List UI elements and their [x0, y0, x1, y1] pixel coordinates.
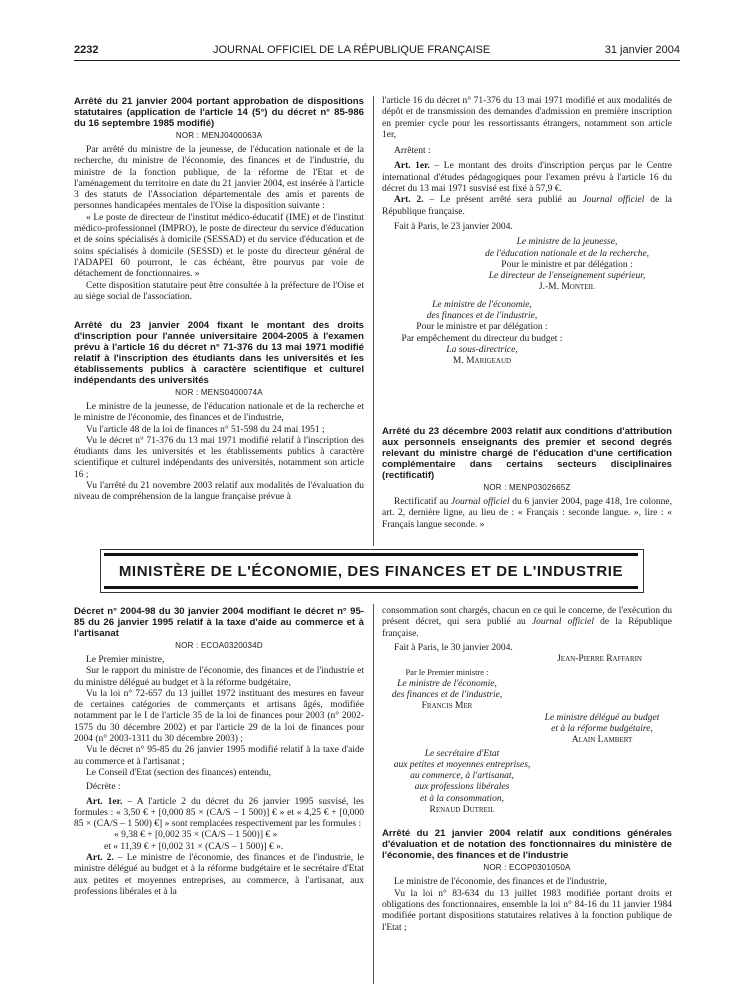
signature-line: La sous-directrice,	[446, 344, 518, 355]
journal-ref: Journal officiel	[582, 195, 645, 206]
formula-2: et « 11,39 € + [0,002 31 × (CA/S – 1 500)] € ».	[104, 841, 284, 852]
signatory-name: Renaud Dutreil	[429, 805, 495, 816]
journal-title: JOURNAL OFFICIEL DE LA RÉPUBLIQUE FRANÇAISE	[212, 44, 491, 56]
signature-line: Par empêchement du directeur du budget :	[401, 333, 563, 344]
signature-block-budget	[532, 713, 672, 747]
arrete-2-nor: NOR : MENS0400074A	[175, 388, 263, 397]
column-divider-bottom	[373, 604, 374, 984]
right-column-top	[382, 96, 672, 368]
paragraph: Le ministre de l'économie, des finances et de l'industrie,	[394, 877, 607, 888]
decrete-label: Décrète :	[86, 782, 121, 793]
arrete-1-title: Arrêté du 21 janvier 2004 portant approbation de dispositions statutaires (application de l'article 14 (5°) du décret n° 85-986 du 16 septembre 1985 modifié)	[74, 96, 364, 129]
article-label: Art. 2.	[394, 195, 424, 206]
paragraph: Par arrêté du ministre de la jeunesse, de l'éducation nationale et de la recherche, du ministre de l'économie, des finances et de l'industrie, du ministre de la fonction publique, de la réforme de l'Etat et de l'aménagement du territoire en date du 21 janvier 2004, est insérée à l'article 3 des statuts de l'Association départementale des amis et parents de personnes handicapées mentales de l'Oise la disposition suivante :	[74, 145, 364, 212]
formula-1: « 9,38 € + [0,002 35 × (CA/S – 1 500)] € »	[114, 830, 278, 841]
article-2	[382, 195, 672, 218]
signature-line: Le ministre de la jeunesse,	[516, 237, 618, 248]
paragraph: Vu l'article 48 de la loi de finances n° 51-598 du 24 mai 1951 ;	[86, 424, 325, 435]
paragraph: Cette disposition statutaire peut être consultée à la préfecture de l'Oise et au siège social de l'association.	[74, 280, 364, 302]
decret-title: Décret n° 2004-98 du 30 janvier 2004 modifiant le décret n° 95-85 du 26 janvier 1995 relatif à la taxe d'aide au commerce et à l'artisanat	[74, 606, 364, 639]
signature-line: Le directeur de l'enseignement supérieur,	[488, 271, 646, 282]
issue-date: 31 janvier 2004	[604, 44, 680, 56]
paragraph: l'article 16 du décret n° 71-376 du 13 mai 1971 modifié et aux modalités de dépôt et de transmission des demandes d'admission en première inscription en premier cycle pour les ressortissants étrangers, notamment son article 1er,	[382, 96, 672, 140]
page-number: 2232	[74, 44, 99, 56]
text-a: consommation sont chargés, chacun en ce qui le concerne, de l'exécution du présent décret, qui sera publié au	[382, 606, 672, 628]
signatory-name: Jean-Pierre Raffarin	[557, 654, 642, 665]
article-label: Art. 1er.	[394, 161, 430, 172]
paragraph: Vu l'arrêté du 21 novembre 2003 relatif aux modalités de l'évaluation du niveau de compréhension de la langue française prévue à	[74, 481, 364, 503]
signature-block-pm	[382, 667, 512, 712]
arrete-2-title: Arrêté du 23 janvier 2004 fixant le montant des droits d'inscription pour l'année universitaire 2004-2005 à l'examen prévu à l'article 16 du décret n° 71-376 du 13 mai 1971 modifié relatif à l'inscription des étudiants dans les universités et les établissements publics à caractère scientifique et culturel indépendants des universités	[74, 320, 364, 386]
signature-line: Le ministre délégué au budget	[544, 712, 660, 723]
article-1	[382, 161, 672, 195]
rectificatif-text	[382, 497, 672, 531]
fait-a: Fait à Paris, le 30 janvier 2004.	[394, 642, 513, 653]
article-text: – Le montant des droits d'inscription perçus par le Centre international d'études pédagogiques pour l'examen prévu à l'article 16 du décret du 13 mai 1971 susvisé est fixé à 57,9 €.	[382, 161, 672, 195]
article-text: – A l'article 2 du décret du 26 janvier 1995 susvisé, les formules : « 3,50 € + [0,000 85 × (CA/S – 1 500)] € » et « 4,25 € + [0,000 85 × (CA/S – 1 500) €] » sont remplacées respectivement par les formules :	[74, 796, 364, 830]
signature-block-2	[382, 300, 672, 368]
paragraph: Vu le décret n° 71-376 du 13 mai 1971 modifié relatif à l'inscription des étudiants dans les universités et les établissements publics à caractère scientifique et culturel indépendants des universités, notamment son article 16 ;	[74, 435, 364, 480]
journal-ref: Journal officiel	[531, 617, 594, 628]
signature-line: Par le Premier ministre :	[405, 667, 489, 678]
signature-block-1	[382, 237, 672, 293]
article-label: Art. 2.	[86, 853, 114, 864]
rectificatif-text-b: du 6 janvier 2004, page 418, 1re colonne, art. 2, dernière ligne, au lieu de : « Français : seconde langue. », lire : « Français langue seconde. »	[382, 497, 672, 530]
paragraph: Sur le rapport du ministre de l'économie, des finances et de l'industrie et du ministre délégué au budget et à la réforme budgétaire,	[74, 666, 364, 688]
arrete-5-nor: NOR : ECOP0301050A	[483, 863, 571, 873]
arrete-5-title: Arrêté du 21 janvier 2004 relatif aux conditions générales d'évaluation et de notation des fonctionnaires du ministère de l'économie, des finances et de l'industrie	[382, 828, 672, 862]
left-column-middle	[74, 320, 364, 504]
article-1	[74, 797, 364, 831]
paragraph	[382, 606, 672, 640]
signature-line: de l'éducation nationale et de la recherche,	[484, 248, 650, 259]
signature-line: aux professions libérales	[414, 782, 510, 793]
signatory-name: Francis Mer	[421, 701, 473, 712]
paragraph: Vu la loi n° 83-634 du 13 juillet 1983 modifiée portant droits et obligations des fonctionnaires, ensemble la loi n° 84-16 du 11 janvier 1984 modifiée portant dispositions statutaires relatives à la fonction publique de l'Etat ;	[382, 888, 672, 933]
left-column-top	[74, 96, 364, 303]
text-b: de la République française.	[382, 617, 673, 639]
paragraph: Le Premier ministre,	[86, 655, 165, 665]
signature-line: aux petites et moyennes entreprises,	[393, 759, 531, 770]
article-label: Art. 1er.	[86, 796, 123, 807]
article-2	[74, 853, 364, 898]
signature-line: et à la consommation,	[420, 793, 504, 804]
signature-line: Le ministre de l'économie,	[397, 678, 497, 689]
signature-line: Pour le ministre et par délégation :	[416, 322, 548, 333]
signatory-name: M. Marigeaud	[452, 356, 512, 367]
paragraph: Vu la loi n° 72-657 du 13 juillet 1972 instituant des mesures en faveur de certaines catégories de commerçants et artisans âgés, modifiée notamment par le I de l'article 35 de la loi de finances pour 2003 (n° 2002-1575 du 30 décembre 2002) et par l'article 29 de la loi de finances pour 2004 (n° 2003-1311 du 30 décembre 2003) ;	[74, 688, 364, 745]
article-text: – Le ministre de l'économie, des finances et de l'industrie, le ministre délégué au budget et à la réforme budgétaire et le secrétaire d'Etat aux petites et moyennes entreprises, au commerce, à l'artisanat, aux professions libérales et à la	[74, 853, 364, 897]
decret-nor: NOR : ECOA0320034D	[175, 641, 263, 650]
article-text: de la République française.	[382, 195, 673, 217]
arrete-3-nor: NOR : MENP0302665Z	[483, 483, 571, 492]
signatory-name: J.-M. Monteil	[538, 282, 596, 293]
journal-ref: Journal officiel	[451, 497, 510, 507]
signature-line: et à la réforme budgétaire,	[551, 723, 653, 734]
signature-line: Le ministre de l'économie,	[432, 299, 532, 310]
signatory-name: Alain Lambert	[571, 735, 633, 746]
paragraph: Le Conseil d'Etat (section des finances) entendu,	[86, 767, 272, 778]
right-column-bottom	[382, 606, 672, 934]
arretent-label: Arrêtent :	[394, 146, 431, 157]
ministry-banner: MINISTÈRE DE L'ÉCONOMIE, DES FINANCES ET DE L'INDUSTRIE	[104, 553, 638, 589]
signature-line: des finances et de l'industrie,	[426, 311, 538, 322]
left-column-bottom	[74, 606, 364, 898]
article-text: – Le présent arrêté sera publié au	[423, 195, 583, 206]
arrete-1-nor: NOR : MENJ0400063A	[175, 131, 263, 140]
paragraph: « Le poste de directeur de l'institut médico-éducatif (IME) et de l'institut médico-professionnel (IMPRO), le poste de directeur du service d'éducation et de soins spécialisés à domicile (SESSAD) et du service d'éducation et de soins spécialisés à domicile (SESSD) et le poste du directeur général de l'ADAPEI 60 pourront, le cas échéant, être pourvus par voie de détachement de fonctionnaires. »	[74, 212, 364, 280]
page-header	[74, 44, 680, 61]
arrete-5	[382, 828, 672, 933]
signature-line: Le secrétaire d'Etat	[424, 748, 500, 759]
fait-a: Fait à Paris, le 23 janvier 2004.	[394, 221, 513, 232]
right-column-middle	[382, 426, 672, 531]
column-divider-top	[373, 96, 374, 546]
arrete-3-title: Arrêté du 23 décembre 2003 relatif aux conditions d'attribution aux personnels enseignants des premier et second degrés relevant du ministre chargé de l'éducation d'une certification complémentaire dans certains secteurs disciplinaires (rectificatif)	[382, 426, 672, 481]
signature-line: des finances et de l'industrie,	[391, 690, 503, 701]
paragraph: Vu le décret n° 95-85 du 26 janvier 1995 modifié relatif à la taxe d'aide au commerce et à l'artisanat ;	[74, 745, 364, 767]
signature-line: au commerce, à l'artisanat,	[410, 771, 514, 782]
signature-block-secretary	[382, 749, 542, 817]
signature-line: Pour le ministre et par délégation :	[501, 259, 633, 270]
paragraph: Le ministre de la jeunesse, de l'éducation nationale et de la recherche et le ministre de l'économie, des finances et de l'industrie,	[74, 402, 364, 424]
rectificatif-text-a: Rectificatif au	[394, 497, 452, 507]
